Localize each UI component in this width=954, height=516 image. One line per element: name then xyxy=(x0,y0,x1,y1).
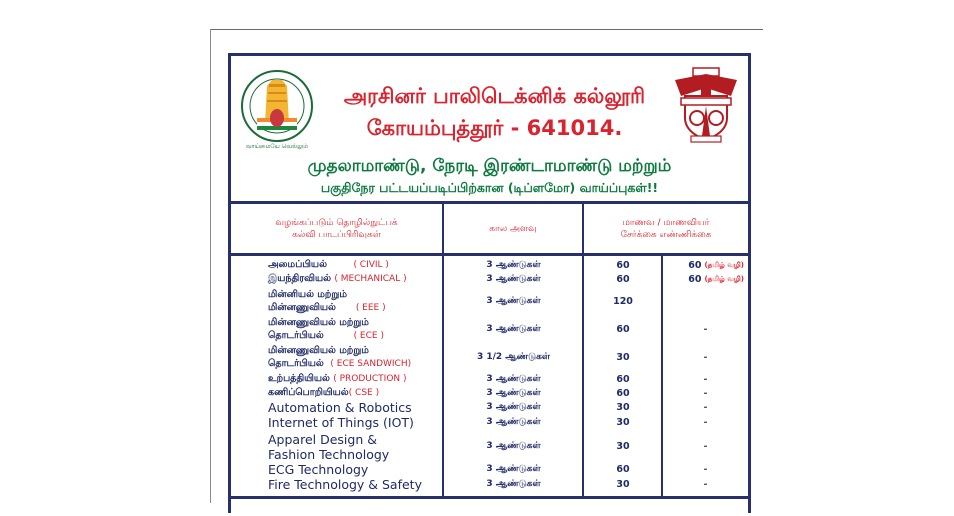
table-row: Apparel Design & Fashion Technology 3 ஆண்டுகள் 30 - xyxy=(268,431,708,462)
tamil-nadu-emblem-icon xyxy=(239,66,315,152)
table-bottom-border xyxy=(231,496,748,499)
header-courses: வழங்கப்படும் தொழில்நுட்பக் கல்வி பாடப்பிரிவுகள் xyxy=(275,217,398,240)
page-edge-top xyxy=(210,29,763,30)
table-row: Internet of Things (IOT) 3 ஆண்டுகள் 30 - xyxy=(268,415,708,430)
subtitle-line1: முதலாமாண்டு, நேரடி இரண்டாமாண்டு மற்றும் xyxy=(307,156,672,176)
page-edge-left xyxy=(210,29,211,503)
table-row: ECG Technology 3 ஆண்டுகள் 60 - xyxy=(268,462,708,477)
svg-text:வாய்மையே வெல்லும்: வாய்மையே வெல்லும் xyxy=(245,143,309,150)
table-row: அமைப்பியல் ( CIVIL ) 3 ஆண்டுகள் 60 60 (தமிழ் வழி) xyxy=(268,259,744,271)
notice-frame xyxy=(228,53,751,513)
header-intake: மாணவ / மாணவியர் சேர்க்கை எண்ணிக்கை xyxy=(620,217,712,240)
college-location: கோயம்புத்தூர் - 641014. xyxy=(366,116,623,140)
college-name: அரசினர் பாலிடெக்னிக் கல்லூரி xyxy=(343,84,646,108)
college-crest-icon xyxy=(671,66,741,144)
table-row: கணிப்பொறியியல்( CSE ) 3 ஆண்டுகள் 60 - xyxy=(268,387,708,399)
table-row: Fire Technology & Safety 3 ஆண்டுகள் 30 - xyxy=(268,477,708,492)
header-duration: கால அளவு xyxy=(489,223,537,234)
table-row: மின்னணுவியல் மற்றும் தொடர்பியல் ( ECE SANDWICH) 3 1/2 ஆண்டுகள் 30 - xyxy=(268,344,708,369)
table-row: உற்பத்தியியல் ( PRODUCTION ) 3 ஆண்டுகள் 60 - xyxy=(268,373,708,385)
table-row: இயந்திரவியல் ( MECHANICAL ) 3 ஆண்டுகள் 60 60 (தமிழ் வழி) xyxy=(268,273,744,285)
table-row: Automation & Robotics 3 ஆண்டுகள் 30 - xyxy=(268,400,708,415)
table-row: மின்னியல் மற்றும் மின்னணுவியல் ( EEE ) 3 ஆண்டுகள் 120 xyxy=(268,288,633,313)
subtitle-line2: பகுதிநேர பட்டயப்படிப்பிற்கான (டிப்ளமோ) வாய்ப்புகள்!! xyxy=(320,180,659,195)
header-bottom-border xyxy=(231,253,748,256)
table-row: மின்னணுவியல் மற்றும் தொடர்பியல் ( ECE ) 3 ஆண்டுகள் 60 - xyxy=(268,316,708,341)
